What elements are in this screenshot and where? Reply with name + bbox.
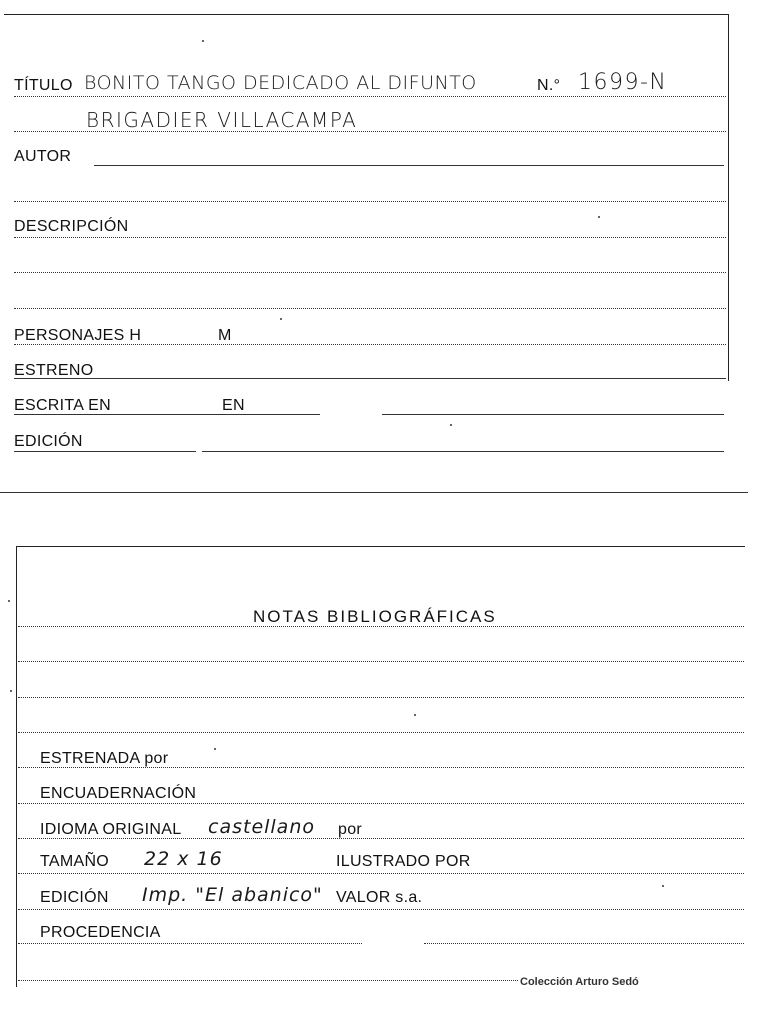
- card-separator: [0, 492, 748, 493]
- titulo-value-line1: BONITO TANGO DEDICADO AL DIFUNTO: [84, 72, 477, 94]
- titulo-rule: [14, 96, 726, 97]
- escrita-en2-label: EN: [222, 397, 245, 414]
- idioma-label: IDIOMA ORIGINAL: [40, 821, 182, 838]
- tamano-label: TAMAÑO: [40, 853, 110, 870]
- autor-rule-2: [14, 201, 726, 202]
- edicion-rule-a: [14, 451, 196, 452]
- idioma-rule: [18, 838, 744, 839]
- descripcion-rule-2: [14, 272, 726, 273]
- encuadernacion-label: ENCUADERNACIÓN: [40, 785, 197, 802]
- personajes-rule: [14, 344, 726, 345]
- notas-bibliograficas-title: NOTAS BIBLIOGRÁFICAS: [253, 607, 497, 626]
- personajes-label: PERSONAJES H: [14, 327, 142, 344]
- notas-rule-1: [18, 626, 744, 627]
- notas-rule-3: [18, 697, 744, 698]
- titulo-rule-2: [14, 131, 726, 132]
- edicion-rule-b: [202, 451, 724, 452]
- scan-speck: [598, 216, 600, 218]
- titulo-label: TÍTULO: [14, 77, 73, 94]
- estrenada-rule: [18, 767, 744, 768]
- procedencia-label: PROCEDENCIA: [40, 924, 161, 941]
- tamano-value: 22 x 16: [144, 848, 223, 870]
- edicion-value: Imp. "El abanico": [142, 884, 323, 906]
- procedencia-rule-a: [18, 943, 362, 944]
- scan-speck: [10, 690, 12, 692]
- descripcion-rule: [14, 237, 726, 238]
- scan-speck: [450, 424, 452, 426]
- bottom-rule: [18, 980, 518, 981]
- encuadernacion-rule: [18, 803, 744, 804]
- escrita-en-label: ESCRITA EN: [14, 397, 111, 414]
- estreno-rule: [14, 378, 726, 379]
- coleccion-stamp: Colección Arturo Sedó: [520, 976, 639, 988]
- descripcion-rule-3: [14, 308, 726, 309]
- idioma-por-label: por: [338, 821, 363, 838]
- notas-rule-2: [18, 661, 744, 662]
- edicion-bottom-label: EDICIÓN: [40, 889, 109, 906]
- ilustrado-label: ILUSTRADO POR: [336, 853, 471, 870]
- procedencia-rule-b: [424, 943, 744, 944]
- escrita-rule-a: [14, 414, 320, 415]
- tamano-rule: [18, 873, 744, 874]
- scan-speck: [280, 318, 282, 320]
- edicion-top-label: EDICIÓN: [14, 433, 83, 450]
- scan-speck: [662, 885, 664, 887]
- scan-speck: [214, 748, 216, 750]
- notas-rule-4: [18, 732, 744, 733]
- autor-rule: [94, 165, 724, 166]
- scan-speck: [414, 714, 416, 716]
- titulo-value-line2: BRIGADIER VILLACAMPA: [86, 108, 358, 132]
- escrita-rule-b: [382, 414, 724, 415]
- descripcion-label: DESCRIPCIÓN: [14, 218, 129, 235]
- autor-label: AUTOR: [14, 148, 72, 165]
- personajes-m-label: M: [218, 327, 232, 344]
- scan-speck: [8, 600, 10, 602]
- estrenada-label: ESTRENADA por: [40, 750, 169, 767]
- numero-label: N.°: [537, 77, 561, 94]
- scan-speck: [202, 40, 204, 42]
- idioma-value: castellano: [208, 816, 315, 838]
- numero-value: 1699-N: [578, 70, 668, 95]
- edicion-bottom-rule: [18, 909, 744, 910]
- edicion-suffix: VALOR s.a.: [336, 889, 423, 906]
- estreno-label: ESTRENO: [14, 362, 94, 379]
